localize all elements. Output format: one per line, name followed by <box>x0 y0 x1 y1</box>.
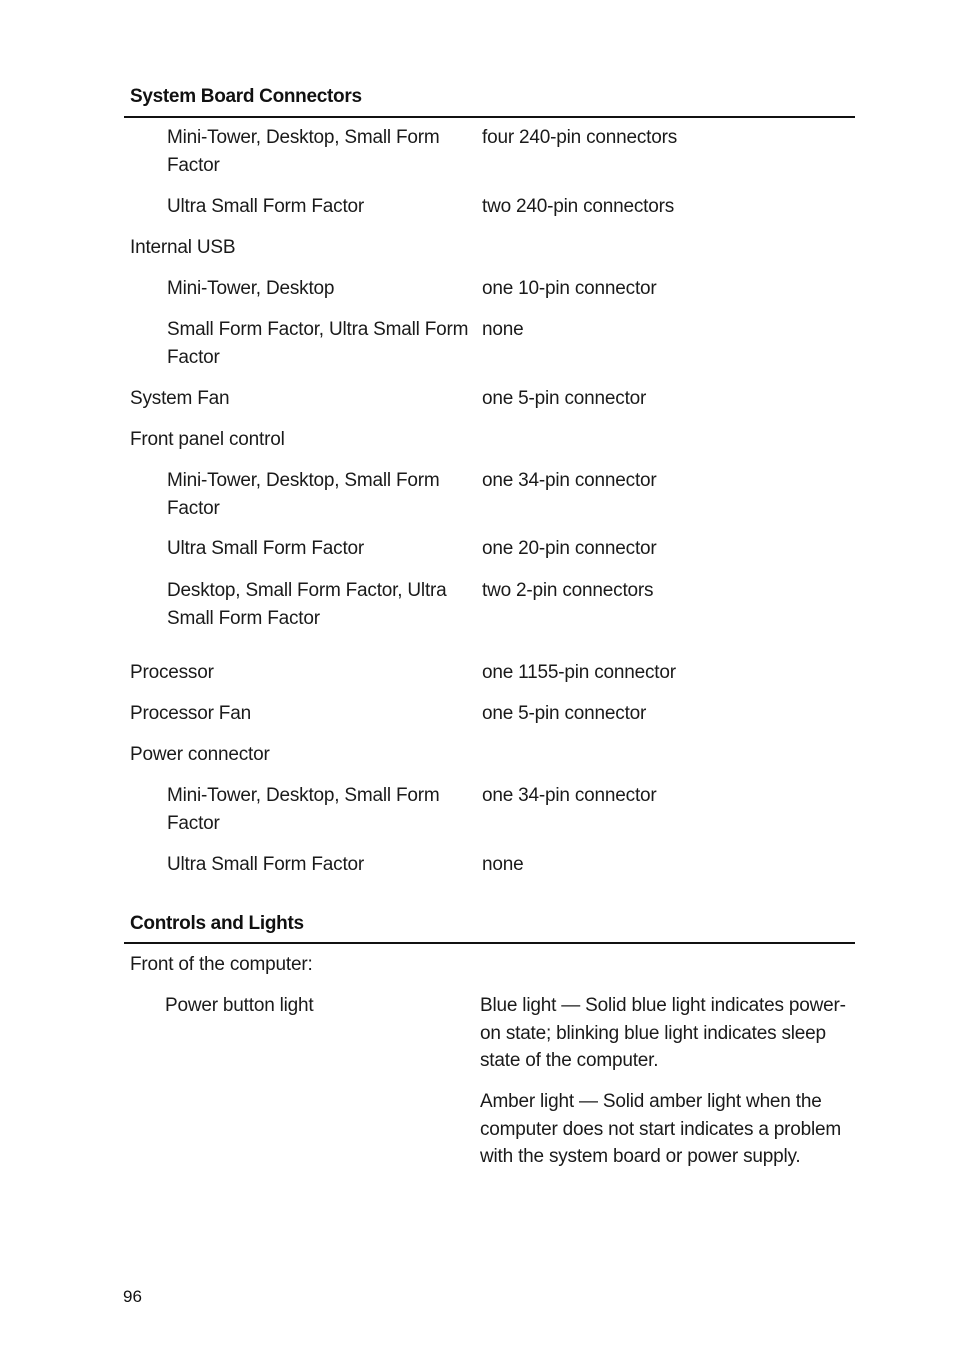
row-label: Desktop, Small Form Factor, Ultra Small Form Factor <box>167 580 447 629</box>
row-value: one 1155-pin connector <box>482 662 676 683</box>
system-board-connectors-section <box>124 86 855 886</box>
row-value: one 5-pin connector <box>482 703 647 724</box>
row-label: Ultra Small Form Factor <box>167 854 365 875</box>
row-value: four 240-pin connectors <box>482 127 678 148</box>
row-label: Ultra Small Form Factor <box>167 538 365 559</box>
row-label: Ultra Small Form Factor <box>167 196 365 217</box>
blue-light-description: Blue light — Solid blue light indicates power-on state; blinking blue light indicates sleep state of the computer. <box>480 995 846 1071</box>
section-divider <box>124 116 855 118</box>
row-label: Processor <box>130 662 214 683</box>
section-title: System Board Connectors <box>130 86 362 107</box>
row-label: Small Form Factor, Ultra Small Form Factor <box>167 319 469 368</box>
row-label: Power connector <box>130 744 270 765</box>
row-label: Mini-Tower, Desktop <box>167 278 335 299</box>
row-label: Front panel control <box>130 429 285 450</box>
row-label: Internal USB <box>130 237 236 258</box>
row-label: Mini-Tower, Desktop, Small Form Factor <box>167 785 440 834</box>
row-label: Power button light <box>165 995 314 1016</box>
row-value: two 240-pin connectors <box>482 196 675 217</box>
amber-light-description: Amber light — Solid amber light when the computer does not start indicates a problem with the system board or power supply. <box>480 1091 842 1167</box>
row-label: Processor Fan <box>130 703 251 724</box>
row-value: none <box>482 319 524 340</box>
row-value: one 10-pin connector <box>482 278 657 299</box>
row-label: Mini-Tower, Desktop, Small Form Factor <box>167 127 440 176</box>
row-label: System Fan <box>130 388 230 409</box>
row-value: two 2-pin connectors <box>482 580 654 601</box>
row-value: one 34-pin connector <box>482 470 657 491</box>
row-value: one 20-pin connector <box>482 538 657 559</box>
page-number: 96 <box>123 1287 142 1306</box>
row-value: one 34-pin connector <box>482 785 657 806</box>
row-label: Front of the computer: <box>130 954 313 975</box>
section-divider <box>124 942 855 944</box>
controls-and-lights-section <box>124 913 855 1183</box>
section-title: Controls and Lights <box>130 913 304 934</box>
row-label: Mini-Tower, Desktop, Small Form Factor <box>167 470 440 519</box>
row-value: one 5-pin connector <box>482 388 647 409</box>
row-value: none <box>482 854 524 875</box>
